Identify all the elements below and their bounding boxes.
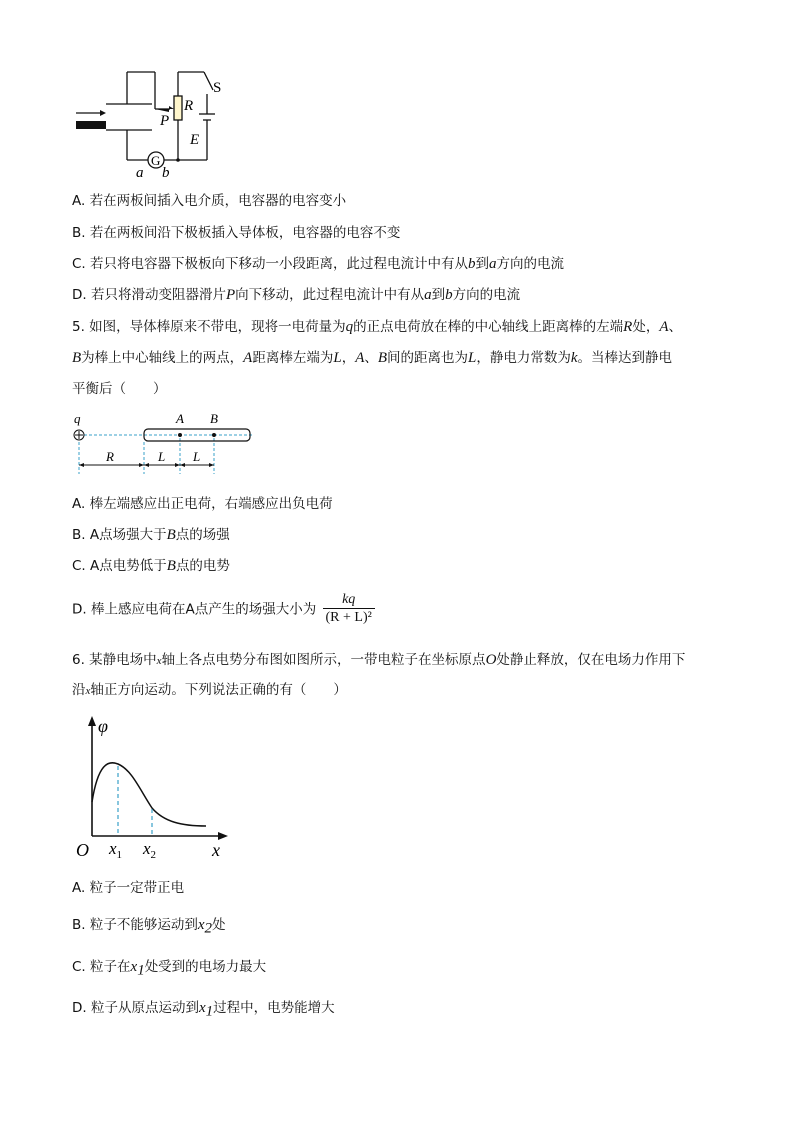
- q5-stem-line3: 平衡后（ ）: [72, 381, 167, 397]
- battery-label-e: E: [190, 132, 200, 148]
- q4-option-c: C. 若只将电容器下极板向下移动一小段距离，此过程电流计中有从b到a方向的电流: [72, 256, 565, 272]
- q5-option-b: B. A点场强大于B点的场强: [72, 527, 230, 543]
- axis-label-phi: φ: [98, 716, 108, 736]
- terminal-label-b: b: [162, 165, 170, 180]
- q5-stem-line1: 5. 如图，导体棒原来不带电，现将一电荷量为q的正点电荷放在棒的中心轴线上距离棒的左端R处，A、: [72, 319, 683, 335]
- q4-option-b: B. 若在两板间沿下极板插入导体板，电容器的电容不变: [72, 225, 401, 241]
- tick-label-x2: $x_2$: [143, 839, 157, 861]
- charge-label-q: q: [74, 411, 81, 426]
- q6-option-d: D. 粒子从原点运动到$x_1$过程中，电势能增大: [72, 1000, 335, 1020]
- switch-label-s: S: [213, 80, 222, 96]
- q4-option-a: A. 若在两板间插入电介质，电容器的电容变小: [72, 193, 347, 209]
- field-formula: $\frac{kq}{\text{(R + L)²}}$: [323, 592, 375, 627]
- q5-option-a: A. 棒左端感应出正电荷，右端感应出负电荷: [72, 496, 333, 512]
- q6-option-c: C. 粒子在$x_1$处受到的电场力最大: [72, 959, 267, 979]
- point-label-a: A: [176, 411, 184, 426]
- q6-stem-line2: 沿x轴正方向运动。下列说法正确的有（ ）: [72, 682, 347, 698]
- rheostat-label-r: R: [184, 98, 194, 114]
- distance-label-r: R: [106, 449, 114, 464]
- q5-option-d: D. 棒上感应电荷在A点产生的场强大小为 $\frac{kq}{\text{(R + L)²}}$: [72, 592, 375, 627]
- q4-option-d: D. 若只将滑动变阻器滑片P向下移动，此过程电流计中有从a到b方向的电流: [72, 287, 521, 303]
- conductor-rod-figure: [68, 408, 258, 476]
- slider-label-p: P: [160, 113, 170, 129]
- origin-label-o: O: [76, 840, 89, 860]
- q6-option-a: A. 粒子一定带正电: [72, 880, 185, 896]
- capacitor-circuit-figure: [70, 64, 240, 180]
- q5-stem-line2: B为棒上中心轴线上的两点，A距离棒左端为L，A、B间的距离也为L，静电力常数为k。当棒达到静电: [72, 350, 673, 366]
- galvanometer-label-g: G: [151, 153, 161, 168]
- distance-label-l1: L: [158, 449, 166, 464]
- distance-label-l2: L: [193, 449, 201, 464]
- q6-option-b: B. 粒子不能够运动到$x_2$处: [72, 917, 226, 937]
- potential-curve: [92, 763, 206, 826]
- q6-stem-line1: 6. 某静电场中x轴上各点电势分布图如图所示，一带电粒子在坐标原点O处静止释放，仅在电场力作用下: [72, 652, 686, 668]
- axis-label-x: x: [212, 840, 220, 860]
- potential-graph-figure: [72, 712, 238, 862]
- terminal-label-a: a: [136, 165, 144, 180]
- q5-option-c: C. A点电势低于B点的电势: [72, 558, 230, 574]
- tick-label-x1: $x_1$: [109, 839, 123, 861]
- point-label-b: B: [210, 411, 218, 426]
